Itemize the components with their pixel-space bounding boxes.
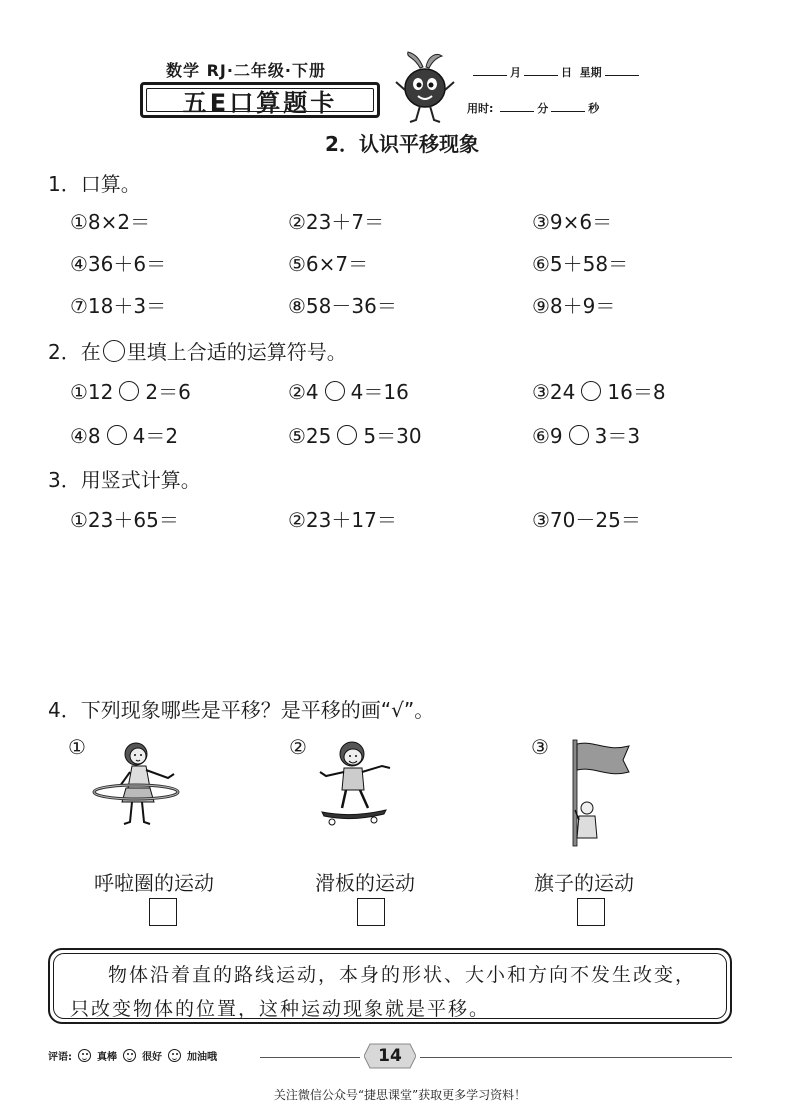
operator-blank[interactable] [325, 381, 345, 401]
q4-item-number: ③ [531, 735, 549, 759]
q4-item-label: 呼啦圈的运动 [94, 871, 214, 895]
q1-row [70, 206, 770, 236]
q4-item-label: 滑板的运动 [315, 871, 415, 895]
operator-blank[interactable] [581, 381, 601, 401]
evaluation-row: 评语: 真棒 很好 加油哦 [48, 1048, 217, 1063]
q1-item: ⑤6×7＝ [288, 252, 369, 276]
q1-item: ⑨8＋9＝ [532, 294, 616, 318]
book-subtitle: 数学 RJ·二年级·下册 [166, 61, 327, 80]
definition-text: 物体沿着直的路线运动，本身的形状、大小和方向不发生改变，只改变物体的位置，这种运动现象就是平移。 [70, 964, 697, 1020]
flag-raising-image [555, 738, 635, 848]
q2-item: ⑤25 5＝30 [288, 424, 422, 448]
q1-item: ⑧58－36＝ [288, 294, 397, 318]
smiley-face-icon [78, 1049, 91, 1062]
q2-item: ⑥9 3＝3 [532, 424, 641, 448]
beet-mascot-icon [390, 50, 460, 126]
hula-hoop-girl-image [92, 738, 182, 830]
smiley-face-icon [168, 1049, 181, 1062]
time-fields: 用时: 分 秒 [467, 102, 600, 115]
q2-item: ①12 2＝6 [70, 380, 191, 404]
skateboard-boy-image [312, 738, 398, 830]
answer-checkbox[interactable] [577, 898, 605, 926]
q4-title: 4．下列现象哪些是平移？是平移的画“√”。 [48, 698, 435, 722]
smiley-face-icon [123, 1049, 136, 1062]
page-number: 14 [364, 1042, 416, 1070]
q4-item-label: 旗子的运动 [534, 871, 634, 895]
q3-row [70, 504, 770, 534]
q1-title: 1．口算。 [48, 172, 141, 196]
q4-item-number: ① [68, 735, 86, 759]
q2-item: ②4 4＝16 [288, 380, 409, 404]
promo-text: 关注微信公众号“捷思课堂”获取更多学习资料！ [273, 1088, 527, 1102]
lesson-title: 2．认识平移现象 [325, 132, 479, 156]
answer-checkbox[interactable] [149, 898, 177, 926]
q1-row [70, 290, 770, 320]
q1-item: ⑥5＋58＝ [532, 252, 629, 276]
operator-blank[interactable] [119, 381, 139, 401]
q1-item: ①8×2＝ [70, 210, 151, 234]
q2-row [70, 420, 770, 450]
q2-row [70, 376, 770, 406]
operator-blank[interactable] [569, 425, 589, 445]
definition-box [48, 948, 732, 1024]
q1-row [70, 248, 770, 278]
divider [420, 1057, 732, 1058]
q1-item: ③9×6＝ [532, 210, 613, 234]
q2-item: ④8 4＝2 [70, 424, 179, 448]
q1-item: ④36＋6＝ [70, 252, 167, 276]
q1-item: ⑦18＋3＝ [70, 294, 167, 318]
q1-item: ②23＋7＝ [288, 210, 385, 234]
q2-item: ③24 16＝8 [532, 380, 666, 404]
date-fields: 月 日 星期 [470, 64, 642, 80]
banner-text: 五E口算题卡 [182, 88, 338, 117]
circle-blank-icon [103, 340, 125, 362]
title-banner [140, 82, 380, 118]
q3-item: ①23＋65＝ [70, 508, 179, 532]
operator-blank[interactable] [107, 425, 127, 445]
answer-checkbox[interactable] [357, 898, 385, 926]
divider [260, 1057, 360, 1058]
q2-title: 2．在 里填上合适的运算符号。 [48, 340, 347, 364]
q3-item: ③70－25＝ [532, 508, 641, 532]
q4-item-number: ② [289, 735, 307, 759]
q3-item: ②23＋17＝ [288, 508, 397, 532]
q3-title: 3．用竖式计算。 [48, 468, 201, 492]
operator-blank[interactable] [337, 425, 357, 445]
